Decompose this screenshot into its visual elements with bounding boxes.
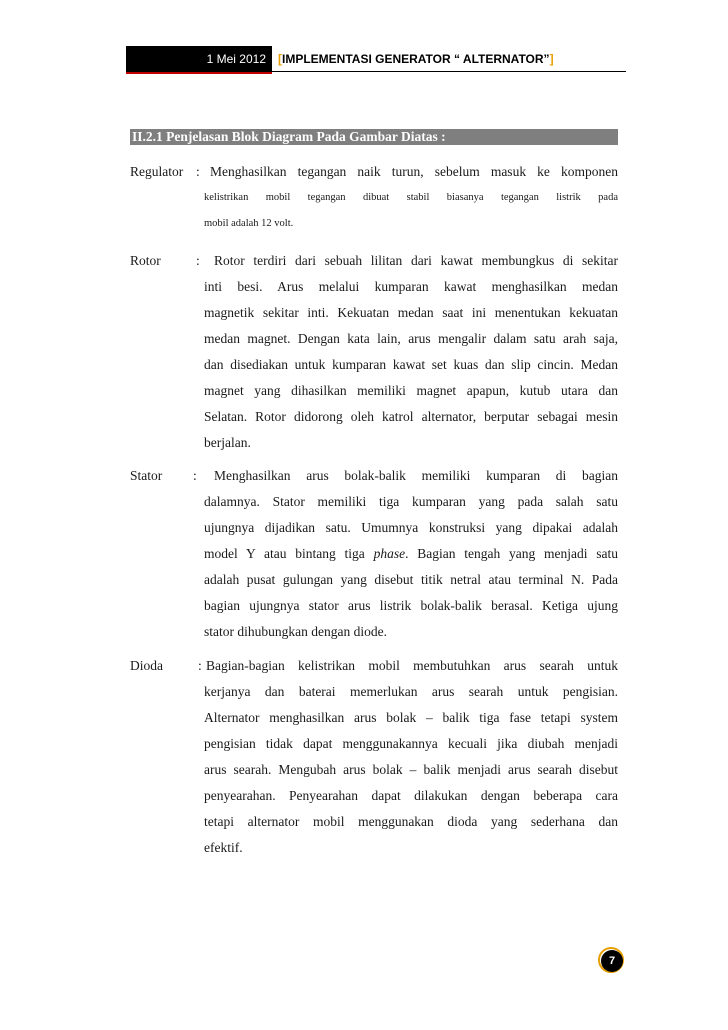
definition-text <box>204 653 618 861</box>
definition-line: dan disediakan untuk kumparan kawat set kuas dan slip cincin. Medan <box>204 357 618 372</box>
definition-line: magnet yang dihasilkan memiliki magnet apapun, kutub utara dan <box>204 383 618 398</box>
definition-line: model Y atau bintang tiga phase. Bagian tengah yang menjadi satu <box>204 546 619 561</box>
header-bracket-open: [ <box>278 52 282 66</box>
definition-line: Menghasilkan arus bolak-balik memiliki kumparan di bagian <box>214 468 618 483</box>
definition-line: adalah pusat gulungan yang disebut titik netral atau terminal N. Pada <box>204 572 618 587</box>
term-rotor: Rotor <box>130 253 161 268</box>
definition-line: berjalan. <box>204 435 251 450</box>
term-colon: : <box>196 253 200 268</box>
definition-line: efektif. <box>204 840 243 855</box>
page-header <box>126 46 626 72</box>
definition-text <box>204 159 618 237</box>
definition-line: Bagian-bagian kelistrikan mobil membutuhkan arus searah untuk <box>206 658 618 673</box>
section-heading: II.2.1 Penjelasan Blok Diagram Pada Gambar Diatas : <box>130 129 618 145</box>
definition-line: arus searah. Mengubah arus bolak – balik menjadi arus searah disebut <box>204 762 618 777</box>
definition-text <box>204 248 618 456</box>
term-regulator: Regulator <box>130 164 184 179</box>
definition-line: dalamnya. Stator memiliki tiga kumparan yang pada salah satu <box>204 494 618 509</box>
definition-line: medan magnet. Dengan kata lain, arus mengalir dalam satu arah saja, <box>204 331 618 346</box>
header-title <box>278 46 554 72</box>
header-date: 1 Mei 2012 <box>126 46 272 72</box>
definition-line: inti besi. Arus melalui kumparan kawat menghasilkan medan <box>204 279 618 294</box>
definition-line: tetapi alternator mobil menggunakan dioda yang sederhana dan <box>204 814 618 829</box>
definition-line: Selatan. Rotor didorong oleh katrol alternator, berputar sebagai mesin <box>204 409 618 424</box>
term-dioda: Dioda <box>130 658 163 673</box>
definition-line: stator dihubungkan dengan diode. <box>204 624 387 639</box>
definition-line: Alternator menghasilkan arus bolak – balik tiga fase tetapi system <box>204 710 618 725</box>
definition-line: Rotor terdiri dari sebuah lilitan dari kawat membungkus di sekitar <box>214 253 618 268</box>
definition-line: penyearahan. Penyearahan dapat dilakukan dengan beberapa cara <box>204 788 618 803</box>
header-accent-rule <box>126 72 272 74</box>
definition-line: mobil adalah 12 volt. <box>204 218 294 229</box>
term-colon: : <box>196 164 200 179</box>
term-colon: : <box>193 468 197 483</box>
definition-line: Menghasilkan tegangan naik turun, sebelum masuk ke komponen <box>210 164 618 179</box>
definition-text <box>204 463 618 645</box>
definition-line: kelistrikan mobil tegangan dibuat stabil biasanya tegangan listrik pada <box>204 192 618 203</box>
header-bracket-close: ] <box>549 52 554 66</box>
definition-line: magnetik sekitar inti. Kekuatan medan saat ini menentukan kekuatan <box>204 305 618 320</box>
definition-line: kerjanya dan baterai memerlukan arus searah untuk pengisian. <box>204 684 618 699</box>
term-colon: : <box>198 658 202 673</box>
term-stator: Stator <box>130 468 163 483</box>
definition-line: pengisian tidak dapat menggunakannya kecuali jika diubah menjadi <box>204 736 618 751</box>
definition-line: bagian ujungnya stator arus listrik bolak-balik berasal. Ketiga ujung <box>204 598 618 613</box>
definition-line: ujungnya dijadikan satu. Umumnya konstruksi yang dipakai adalah <box>204 520 618 535</box>
page-number: 7 <box>601 950 623 972</box>
header-title-text: IMPLEMENTASI GENERATOR “ ALTERNATOR” <box>282 52 550 66</box>
